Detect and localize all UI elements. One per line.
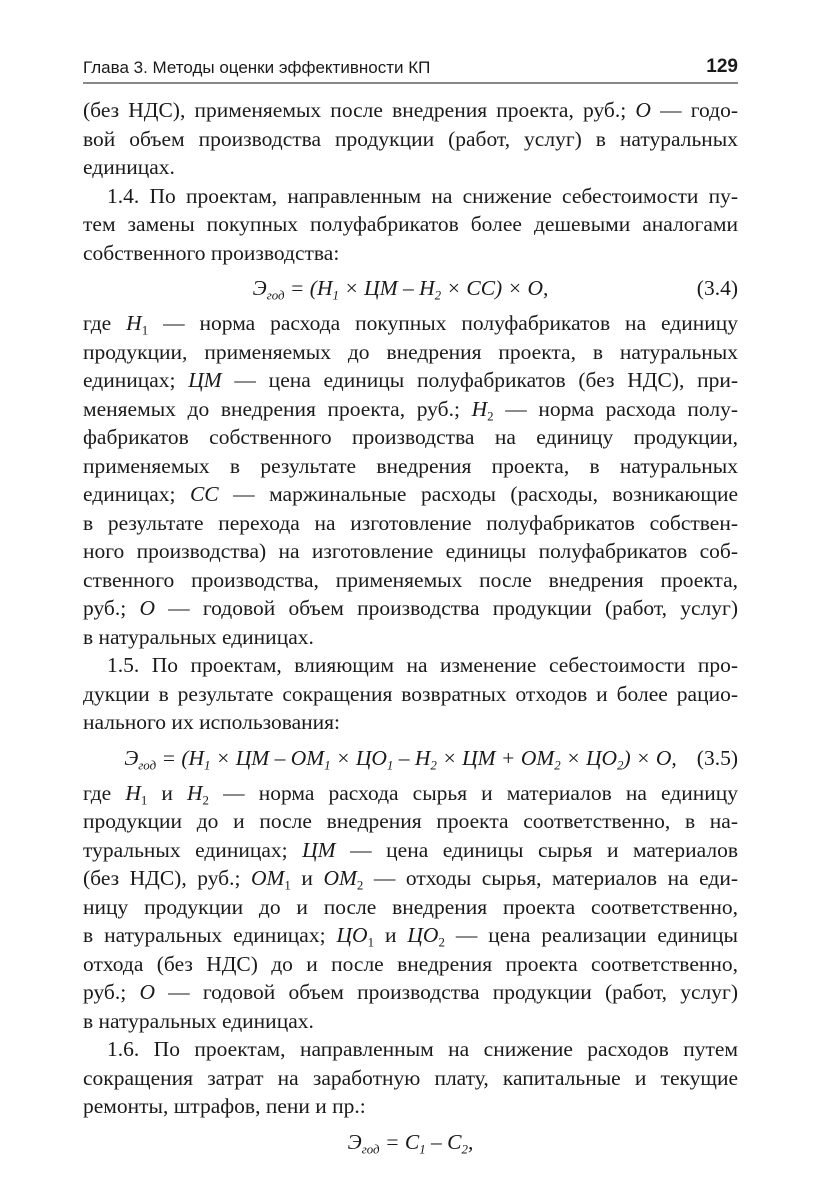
math-symbol: ЦМ xyxy=(188,368,222,392)
text-run: нального их использования: xyxy=(83,710,341,734)
math-symbol: Н xyxy=(126,311,142,335)
text-run: применяемых в результате внедрения проекта, в натуральных xyxy=(83,453,738,478)
text-run: ремонты, штрафов, пени и пр.: xyxy=(83,1094,366,1118)
text-line xyxy=(83,1092,738,1121)
text-run: — маржинальные расходы (расходы, возникающие xyxy=(218,482,738,506)
formula-expression xyxy=(123,267,678,309)
math-symbol: Н xyxy=(125,780,141,805)
math-symbol: Н xyxy=(419,276,435,300)
math-symbol: ОМ xyxy=(290,745,325,770)
math-subscript: 1 xyxy=(324,758,331,772)
math-subscript: 1 xyxy=(284,878,291,893)
text-run: единицах; xyxy=(83,368,189,392)
text-run: – xyxy=(425,1129,448,1154)
math-symbol: Н xyxy=(187,780,203,805)
text-run: в натуральных единицах. xyxy=(83,1008,314,1033)
math-subscript: 2 xyxy=(438,935,445,950)
math-symbol: О xyxy=(139,980,155,1004)
math-subscript: 1 xyxy=(367,935,375,950)
text-run: и xyxy=(147,780,188,805)
text-line xyxy=(83,1035,738,1064)
text-run: 1.4. По проектам, направленным на снижение себестоимости пу- xyxy=(107,183,738,208)
formula xyxy=(83,267,738,309)
text-run: — норма расхода полу- xyxy=(493,396,738,421)
text-line xyxy=(83,807,738,836)
text-line xyxy=(83,864,738,893)
text-line xyxy=(83,893,738,922)
text-line xyxy=(83,978,738,1007)
text-run: — цена реализации единицы xyxy=(444,923,738,947)
text-line xyxy=(83,153,738,182)
text-line xyxy=(83,210,738,239)
formula-expression xyxy=(83,1121,738,1163)
running-header xyxy=(83,56,738,84)
math-symbol: Н xyxy=(414,745,431,770)
math-subscript: 2 xyxy=(202,793,209,807)
text-line xyxy=(83,1064,738,1093)
text-line xyxy=(83,651,738,680)
math-symbol: ОМ xyxy=(323,866,357,890)
text-run: и xyxy=(374,923,408,947)
math-symbol: ЦО xyxy=(355,745,387,770)
text-run: в результате перехода на изготовление полуфабрикатов собствен- xyxy=(83,510,738,535)
math-subscript: год xyxy=(138,758,157,772)
math-symbol: Э xyxy=(347,1129,362,1154)
math-subscript: 1 xyxy=(419,1142,426,1156)
math-symbol: Н xyxy=(471,396,488,421)
text-run: где xyxy=(83,780,126,805)
text-line xyxy=(83,182,738,211)
formula-expression xyxy=(123,737,678,779)
math-symbol: ОМ xyxy=(250,866,285,890)
text-run: продукции до и после внедрения проекта соответственно, в на- xyxy=(83,809,738,833)
text-line xyxy=(83,423,738,452)
math-symbol: ЦО xyxy=(407,923,439,947)
text-run: и xyxy=(290,866,324,890)
text-run: фабрикатов собственного производства на единицу продукции, xyxy=(83,425,738,449)
text-run: — цена единицы полуфабрикатов (без НДС), при- xyxy=(221,368,738,392)
text-line xyxy=(83,395,738,424)
math-symbol: С xyxy=(447,1129,462,1154)
text-run: руб.; xyxy=(83,596,140,620)
chapter-title: Глава 3. Методы оценки эффективности КП xyxy=(83,58,431,77)
math-subscript: 2 xyxy=(356,878,364,893)
text-line xyxy=(83,779,738,808)
text-run: единицах; xyxy=(83,482,190,506)
equation-number: (3.5) xyxy=(696,745,738,770)
math-symbol: О xyxy=(139,596,155,620)
text-run: — годовой объем производства продукции (работ, услуг) xyxy=(154,980,738,1004)
math-subscript: год xyxy=(361,1142,380,1156)
text-run: = ( xyxy=(284,276,317,300)
math-subscript: 2 xyxy=(487,409,494,423)
text-line xyxy=(83,452,738,481)
text-run: (без НДС), руб.; xyxy=(83,866,251,890)
math-symbol: ЦМ xyxy=(302,837,336,862)
text-run: — годо- xyxy=(650,98,738,122)
math-symbol: О xyxy=(635,98,651,122)
text-line xyxy=(83,708,738,737)
math-subscript: 2 xyxy=(461,1142,468,1156)
text-run: ственного производства, применяемых после внедрения проекта, xyxy=(83,567,738,592)
math-subscript: 2 xyxy=(617,758,624,772)
text-line xyxy=(83,338,738,367)
math-symbol: Э xyxy=(252,276,267,300)
text-run: × ЦМ – xyxy=(338,276,420,300)
text-run: 1.6. По проектам, направленным на снижение расходов путем xyxy=(107,1037,738,1061)
text-line xyxy=(83,680,738,709)
math-subscript: 1 xyxy=(141,323,149,338)
text-run: = ( xyxy=(156,745,189,770)
text-run: туральных единицах; xyxy=(83,837,303,862)
text-run: × xyxy=(560,745,586,770)
text-run: ного производства) на изготовление единицы полуфабрикатов соб- xyxy=(83,539,738,563)
text-run: – xyxy=(393,745,415,770)
text-line xyxy=(83,309,738,338)
math-subscript: 1 xyxy=(332,288,339,303)
math-subscript: 2 xyxy=(434,288,442,303)
text-run: собственного производства: xyxy=(83,240,340,265)
text-run: сокращения затрат на заработную плату, капитальные и текущие xyxy=(83,1065,738,1090)
math-symbol: ОМ xyxy=(520,745,555,770)
text-run: продукции, применяемых до внедрения проекта, в натуральных xyxy=(83,339,738,364)
math-symbol: Н xyxy=(316,276,333,300)
math-subscript: 1 xyxy=(140,793,148,807)
formula xyxy=(83,737,738,779)
text-run: = xyxy=(379,1129,405,1154)
text-line xyxy=(83,836,738,865)
text-run: (без НДС), применяемых после внедрения проекта, руб.; xyxy=(83,98,636,122)
text-line xyxy=(83,950,738,979)
math-subscript: 2 xyxy=(430,758,437,772)
math-subscript: год xyxy=(266,288,285,303)
page-body-text xyxy=(83,96,738,1163)
math-symbol: ЦО xyxy=(336,923,368,947)
text-run: — годовой объем производства продукции (работ, услуг) xyxy=(154,596,738,620)
text-run: дукции в результате сокращения возвратных отходов и более рацио- xyxy=(83,681,738,706)
text-run: × СС) × О, xyxy=(441,276,549,300)
text-line xyxy=(83,1007,738,1036)
text-line xyxy=(83,537,738,566)
text-line xyxy=(83,594,738,623)
text-run: — отходы сырья, материалов на еди- xyxy=(363,866,739,890)
text-run: ницу продукции до и после внедрения проекта соответственно, xyxy=(83,894,738,919)
text-run: × xyxy=(330,745,356,770)
text-line xyxy=(83,921,738,950)
text-run: вой объем производства продукции (работ, услуг) в натуральных xyxy=(83,126,738,151)
math-subscript: 2 xyxy=(554,758,561,772)
text-run: руб.; xyxy=(83,980,140,1004)
text-run: — цена единицы сырья и материалов xyxy=(335,837,738,862)
text-run: × ЦМ + xyxy=(436,745,521,770)
text-run: отхода (без НДС) до и после внедрения проекта соответственно, xyxy=(83,951,738,976)
page-number: 129 xyxy=(706,56,738,77)
text-run: в натуральных единицах; xyxy=(83,923,337,947)
text-line xyxy=(83,566,738,595)
math-symbol: С xyxy=(404,1129,420,1154)
text-line xyxy=(83,96,738,125)
text-line xyxy=(83,239,738,268)
text-run: — норма расхода покупных полуфабрикатов на единицу xyxy=(148,311,739,335)
text-run: , xyxy=(467,1129,474,1154)
math-subscript: 1 xyxy=(386,758,394,772)
text-line xyxy=(83,125,738,154)
text-run: 1.5. По проектам, влияющим на изменение себестоимости про- xyxy=(107,653,738,677)
equation-number: (3.4) xyxy=(696,276,738,300)
text-line xyxy=(83,366,738,395)
text-line xyxy=(83,480,738,509)
math-symbol: ЦО xyxy=(585,745,618,770)
text-run: единицах. xyxy=(83,155,175,179)
math-symbol: Э xyxy=(124,745,139,770)
text-run: в натуральных единицах. xyxy=(83,624,314,649)
math-symbol: СС xyxy=(189,482,219,506)
text-run: где xyxy=(83,311,127,335)
text-run: × ЦМ – xyxy=(210,745,291,770)
text-run: тем замены покупных полуфабрикатов более дешевыми аналогами xyxy=(83,212,738,236)
text-run: ) × О, xyxy=(623,745,677,770)
text-line xyxy=(83,509,738,538)
text-run: меняемых до внедрения проекта, руб.; xyxy=(83,396,472,421)
text-run: — норма расхода сырья и материалов на единицу xyxy=(209,780,738,805)
text-line xyxy=(83,623,738,652)
math-subscript: 1 xyxy=(204,758,211,772)
math-symbol: Н xyxy=(188,745,205,770)
formula xyxy=(83,1121,738,1163)
